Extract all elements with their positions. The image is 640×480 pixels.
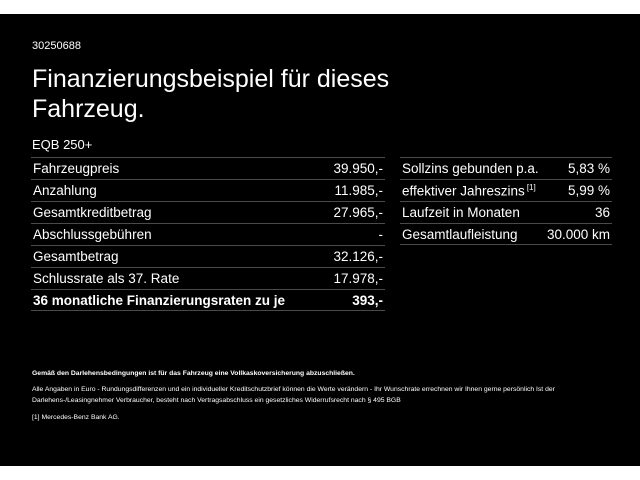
table-row	[400, 157, 612, 179]
row-label-text: effektiver Jahreszins	[402, 183, 525, 199]
footnote-marker: [1]	[32, 414, 40, 421]
row-value: 30.000 km	[546, 226, 610, 242]
table-row	[31, 267, 385, 289]
table-row	[31, 201, 385, 223]
monthly-rate-row	[31, 289, 385, 311]
footnote-text: Mercedes-Benz Bank AG.	[41, 414, 120, 421]
table-row	[400, 223, 612, 245]
row-label: Gesamtbetrag	[33, 249, 119, 264]
table-row	[31, 179, 385, 201]
table-row	[31, 157, 385, 179]
row-value: 5,99 %	[567, 183, 610, 198]
row-label: Anzahlung	[33, 183, 97, 198]
footnote-marker: [1]	[526, 182, 536, 192]
row-label: Gesamtkreditbetrag	[33, 205, 152, 220]
row-label: Schlussrate als 37. Rate	[33, 271, 180, 286]
reference-id: 30250688	[32, 40, 81, 52]
financing-table-right	[400, 157, 612, 245]
row-value: 17.978,-	[333, 271, 383, 286]
financing-panel	[0, 14, 640, 466]
row-label: Sollzins gebunden p.a.	[402, 161, 539, 176]
financing-table-left	[31, 157, 385, 311]
row-value: 27.965,-	[333, 205, 383, 220]
row-value: 36	[594, 205, 610, 220]
row-label: Abschlussgebühren	[33, 227, 152, 242]
table-row	[400, 179, 612, 201]
row-label	[402, 183, 536, 199]
table-row	[400, 201, 612, 223]
row-label: 36 monatliche Finanzierungsraten zu je	[33, 292, 286, 308]
row-label: Fahrzeugpreis	[33, 161, 120, 176]
row-value: 39.950,-	[333, 161, 383, 176]
model-name: EQB 250+	[32, 137, 93, 152]
disclaimer-text: Alle Angaben in Euro - Rundungsdifferenzen und ein individueller Kreditschutzbrief können die Werte verändern - Ihr Wunschrate errechnen wir Ihnen gerne persönlich Ist der Darlehens-/Leasingnehmer Verbraucher, besteht nach Vertragsabschluss ein gesetzliches Widerrufsrecht nach § 495 BGB	[32, 386, 555, 404]
row-value: 32.126,-	[333, 249, 383, 264]
footnote-line	[32, 412, 612, 423]
row-value: 11.985,-	[334, 183, 383, 198]
row-label: Laufzeit in Monaten	[402, 205, 520, 220]
row-label: Gesamtlaufleistung	[402, 226, 518, 242]
row-value: 393,-	[352, 292, 383, 308]
page-title: Finanzierungsbeispiel für dieses Fahrzeug.	[32, 65, 390, 123]
table-row	[31, 245, 385, 267]
row-value: 5,83 %	[567, 161, 610, 176]
legal-notes	[32, 368, 612, 423]
row-value: -	[378, 227, 383, 242]
insurance-note: Gemäß den Darlehensbedingungen ist für das Fahrzeug eine Vollkaskoversicherung abzuschließen.	[32, 370, 355, 377]
table-row	[31, 223, 385, 245]
